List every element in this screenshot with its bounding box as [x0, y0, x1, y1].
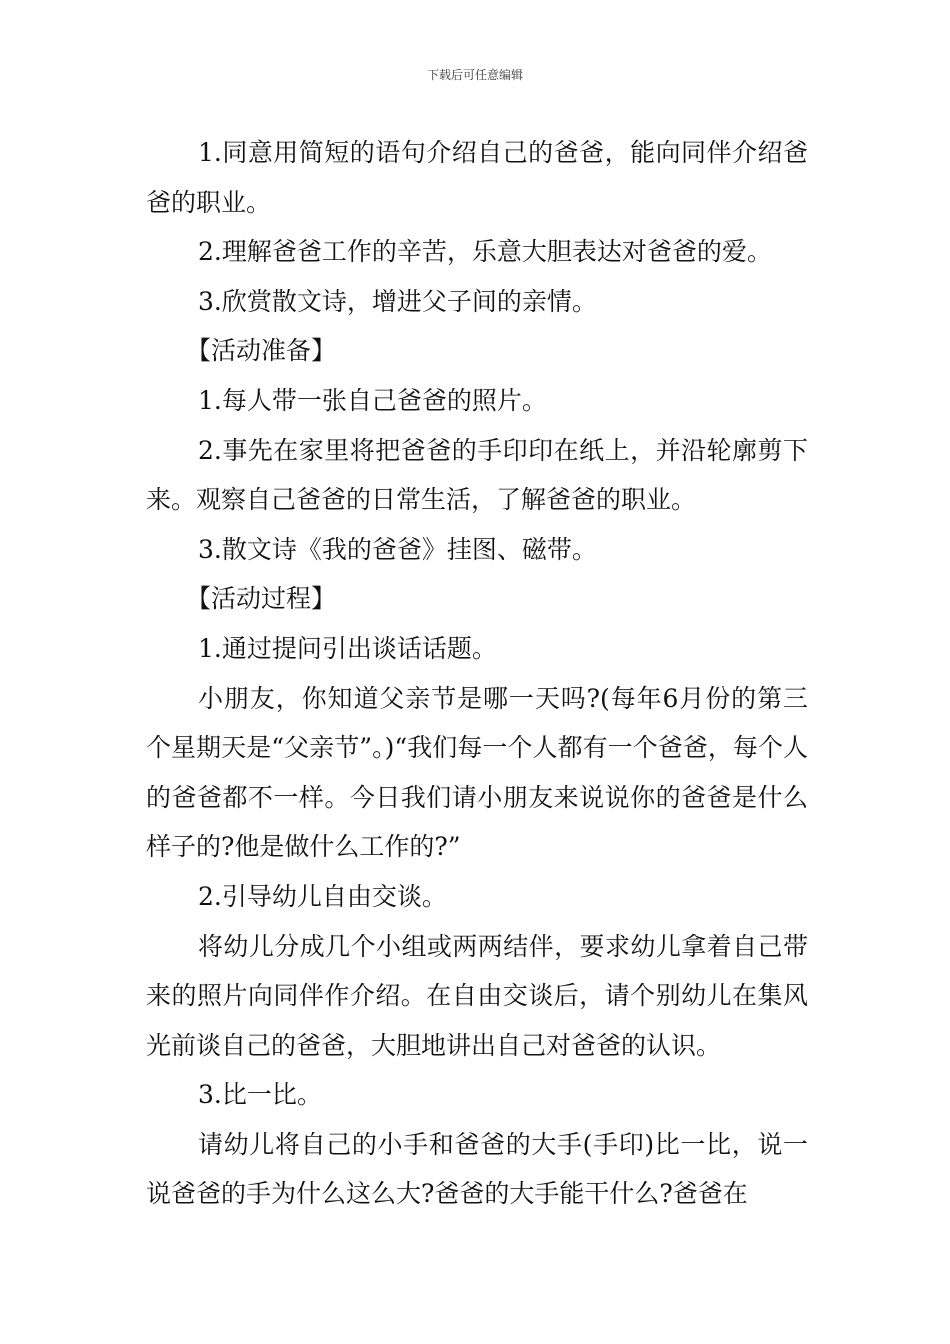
process-step-2-text: 将幼儿分成几个小组或两两结伴，要求幼儿拿着自己带来的照片向同伴作介绍。在自由交谈后，请个别幼儿在集风光前谈自己的爸爸，大胆地讲出自己对爸爸的认识。: [146, 931, 808, 1060]
process-step-1: 1.通过提问引出谈话话题。: [198, 633, 497, 663]
process-step-3: 3.比一比。: [198, 1080, 322, 1110]
process-step-1-text: 小朋友，你知道父亲节是哪一天吗?(每年6月份的第三个星期天是“父亲节”。)“我们每一个人都有一个爸爸，每个人的爸爸都不一样。今日我们请小朋友来说说你的爸爸是什么样子的?他是做什么工作的?”: [146, 683, 808, 862]
document-body: [146, 128, 808, 1219]
objective-2: 2.理解爸爸工作的辛苦，乐意大胆表达对爸爸的爱。: [198, 237, 772, 267]
section-heading-process: 【活动过程】: [186, 584, 337, 614]
preparation-3: 3.散文诗《我的爸爸》挂图、磁带。: [198, 534, 597, 564]
section-heading-preparation: 【活动准备】: [186, 336, 337, 366]
process-step-3-text: 请幼儿将自己的小手和爸爸的大手(手印)比一比，说一说爸爸的手为什么这么大?爸爸的大手能干什么?爸爸在: [146, 1129, 808, 1209]
preparation-2: 2.事先在家里将把爸爸的手印印在纸上，并沿轮廓剪下来。观察自己爸爸的日常生活，了解爸爸的职业。: [146, 435, 808, 515]
process-step-2: 2.引导幼儿自由交谈。: [198, 881, 447, 911]
preparation-1: 1.每人带一张自己爸爸的照片。: [198, 385, 547, 415]
objective-1: 1.同意用简短的语句介绍自己的爸爸，能向同伴介绍爸爸的职业。: [146, 138, 808, 217]
objective-3: 3.欣赏散文诗，增进父子间的亲情。: [198, 286, 597, 316]
page-header: 下载后可任意编辑: [426, 68, 523, 82]
